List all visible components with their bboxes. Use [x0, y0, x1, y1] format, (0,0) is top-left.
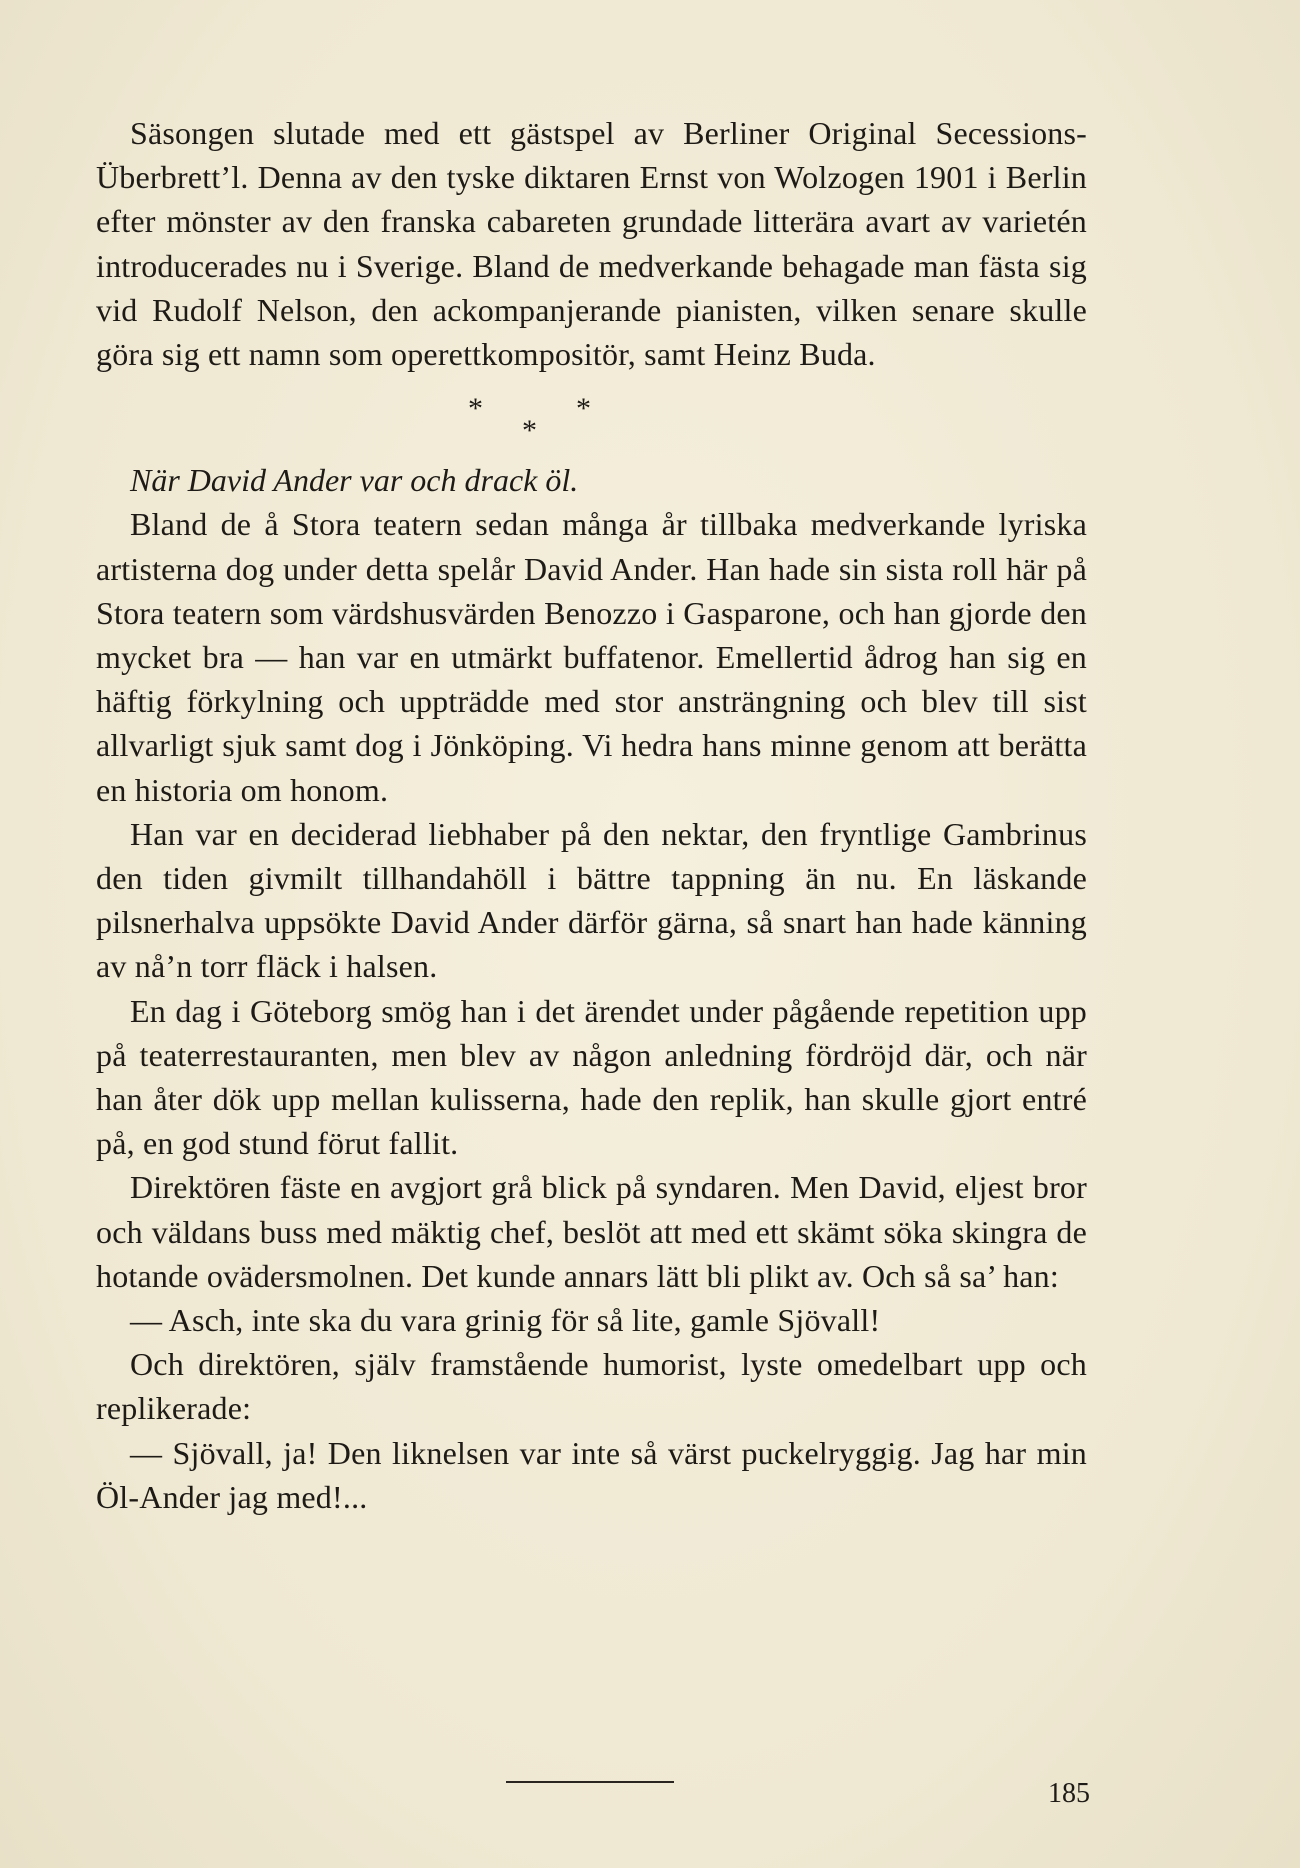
paragraph: Han var en deciderad liebhaber på den nektar, den fryntlige Gambrinus den tiden givmilt tillhandahöll i bättre tappning än nu. En läskande pilsnerhalva uppsökte David Ander därför gärna, så snart han hade känning av nå’n torr fläck i halsen. [96, 815, 1087, 985]
paragraph: En dag i Göteborg smög han i det ärendet under pågående repetition upp på teaterrestauranten, men blev av någon anledning fördröjd där, och när han åter dök upp mellan kulisserna, hade den replik, han skulle gjort entré på, en god stund förut fallit. [96, 992, 1087, 1162]
paragraph-intro: Säsongen slutade med ett gästspel av Berliner Original Secessions-Überbrett’l. Denna av den tyske diktaren Ernst von Wolzogen 1901 i Berlin efter mönster av den franska cabareten grundade litterära avart av varietén introducerades nu i Sverige. Bland de medverkande behagade man fästa sig vid Rudolf Nelson, den ackompanjerande pianisten, vilken senare skulle göra sig ett namn som operettkompositör, samt Heinz Buda. [96, 115, 1087, 373]
separator-star-center: * [522, 414, 537, 448]
separator-star-left: * [468, 392, 483, 426]
paragraph-dialogue: — Asch, inte ska du vara grinig för så lite, gamle Sjövall! [130, 1302, 881, 1339]
section-heading: När David Ander var och drack öl. [130, 462, 579, 499]
separator-star-right: * [576, 392, 591, 426]
body-text [96, 111, 1087, 1519]
footer-rule [506, 1781, 674, 1783]
page-number: 185 [1048, 1778, 1090, 1809]
paragraph-dialogue: — Sjövall, ja! Den liknelsen var inte så värst puckelryggig. Jag har min Öl-Ander jag med!... [96, 1434, 1087, 1515]
section-separator [96, 376, 1087, 458]
paragraph: Bland de å Stora teatern sedan många år tillbaka medverkande lyriska artisterna dog under detta spelår David Ander. Han hade sin sista roll här på Stora teatern som värdshusvärden Benozzo i Gasparone, och han gjorde den mycket bra — han var en utmärkt buffatenor. Emellertid ådrog han sig en häftig förkylning och uppträdde med stor ansträngning och blev till sist allvarligt sjuk samt dog i Jönköping. Vi hedra hans minne genom att berätta en historia om honom. [96, 506, 1087, 808]
paragraph: Direktören fäste en avgjort grå blick på syndaren. Men David, eljest bror och väldans buss med mäktig chef, beslöt att med ett skämt söka skingra de hotande ovädersmolnen. Det kunde annars lätt bli plikt av. Och så sa’ han: [96, 1169, 1087, 1294]
paragraph: Och direktören, själv framstående humorist, lyste omedelbart upp och replikerade: [96, 1346, 1087, 1427]
